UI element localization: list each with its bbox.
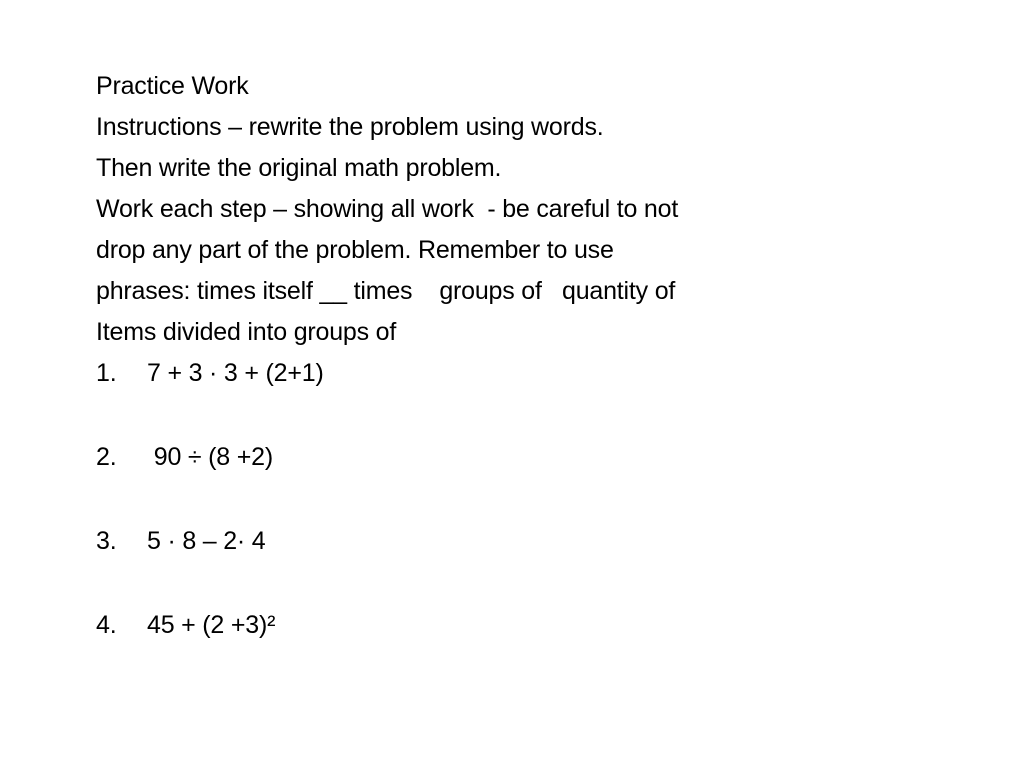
- problem-expression: 5 · 8 – 2· 4: [147, 527, 266, 555]
- problem-number: 4.: [96, 611, 117, 639]
- instruction-line: phrases: times itself __ times groups of quantity of: [96, 277, 676, 305]
- problem-number: 3.: [96, 527, 117, 555]
- slide-content: [96, 66, 936, 646]
- problem-number: 1.: [96, 359, 117, 387]
- problem-expression: 90 ÷ (8 +2): [147, 443, 273, 471]
- problem-item: [96, 437, 936, 478]
- problem-list: [96, 353, 936, 646]
- instruction-line: Instructions – rewrite the problem using words.: [96, 113, 604, 141]
- problem-item: [96, 605, 936, 646]
- problem-expression: 7 + 3 · 3 + (2+1): [147, 359, 324, 387]
- instruction-line: Items divided into groups of: [96, 318, 397, 346]
- problem-expression: 45 + (2 +3)²: [147, 611, 276, 639]
- instruction-line: Work each step – showing all work - be careful to not: [96, 195, 679, 223]
- instruction-line: drop any part of the problem. Remember to use: [96, 236, 614, 264]
- instruction-line: Then write the original math problem.: [96, 154, 502, 182]
- title-line: Practice Work: [96, 72, 249, 100]
- problem-item: [96, 521, 936, 562]
- problem-number: 2.: [96, 443, 117, 471]
- problem-item: [96, 353, 936, 394]
